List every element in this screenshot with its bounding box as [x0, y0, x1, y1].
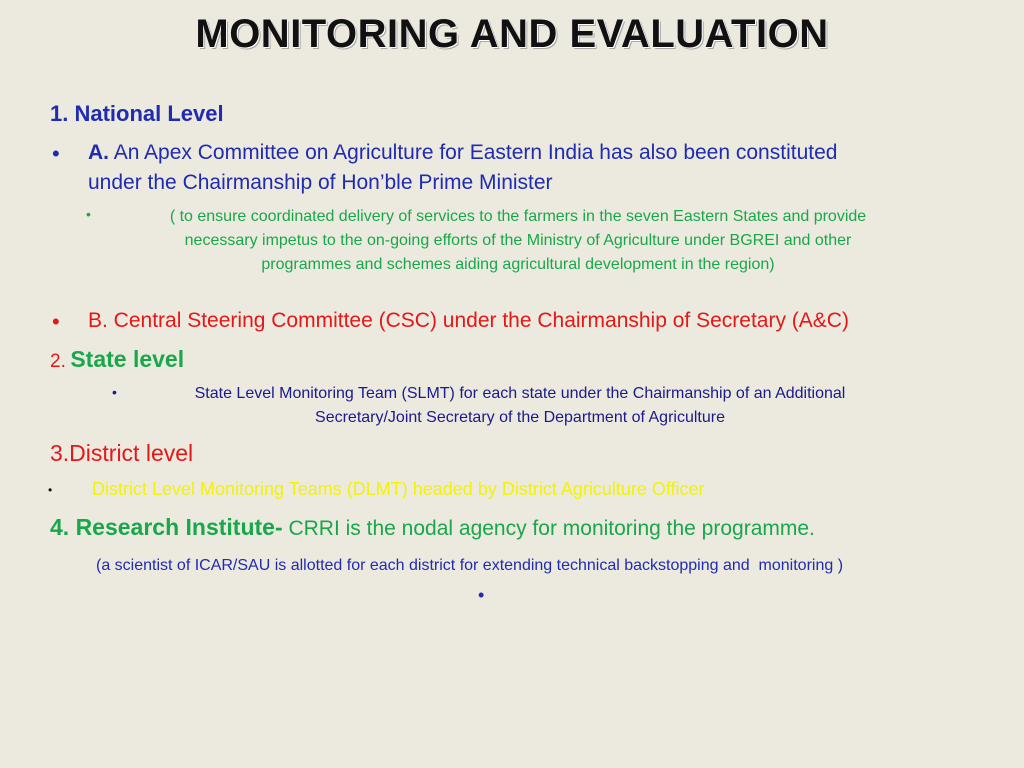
- bullet-icon: •: [478, 585, 485, 605]
- central-steering-committee: B. Central Steering Committee (CSC) under the Chairmanship of Secretary (A&C): [88, 309, 849, 332]
- dlmt-description: District Level Monitoring Teams (DLMT) headed by District Agriculture Officer: [92, 479, 705, 499]
- research-note: (a scientist of ICAR/SAU is allotted for each district for extending technical backstopping and monitoring ): [96, 557, 844, 574]
- apex-purpose-line2: necessary impetus to the on-going efforts of the Ministry of Agriculture under BGREI and other: [184, 232, 852, 249]
- bullet-icon: •: [52, 141, 60, 166]
- research-institute-heading: 4. Research Institute-: [50, 514, 283, 540]
- state-level-number: 2.: [50, 351, 66, 372]
- slide-title: MONITORING AND EVALUATION: [195, 12, 829, 56]
- district-level-heading: 3.District level: [50, 440, 194, 466]
- apex-text: An Apex Committee on Agriculture for Eastern India has also been constituted: [113, 141, 838, 164]
- apex-committee-line2: under the Chairmanship of Hon’ble Prime Minister: [88, 171, 553, 194]
- research-institute-line: [50, 514, 815, 541]
- apex-purpose-line1: ( to ensure coordinated delivery of services to the farmers in the seven Eastern States and provide: [169, 208, 867, 225]
- bullet-icon: •: [52, 309, 60, 334]
- slmt-line2: Secretary/Joint Secretary of the Department of Agriculture: [315, 409, 725, 426]
- bullet-icon: •: [86, 206, 91, 222]
- research-institute-text: CRRI is the nodal agency for monitoring the programme.: [282, 517, 815, 540]
- bullet-icon: •: [48, 483, 53, 497]
- state-level-title: State level: [70, 346, 185, 372]
- slmt-description: [140, 382, 900, 430]
- slmt-line1: State Level Monitoring Team (SLMT) for each state under the Chairmanship of an Additional: [194, 385, 846, 402]
- state-level-heading: [50, 346, 184, 373]
- national-level-heading: 1. National Level: [50, 101, 224, 126]
- apex-purpose-line3: programmes and schemes aiding agricultural development in the region): [261, 256, 775, 273]
- apex-committee-line1: [88, 141, 837, 165]
- apex-purpose-note: [118, 205, 918, 277]
- apex-label: A.: [88, 141, 109, 164]
- bullet-icon: •: [112, 384, 117, 400]
